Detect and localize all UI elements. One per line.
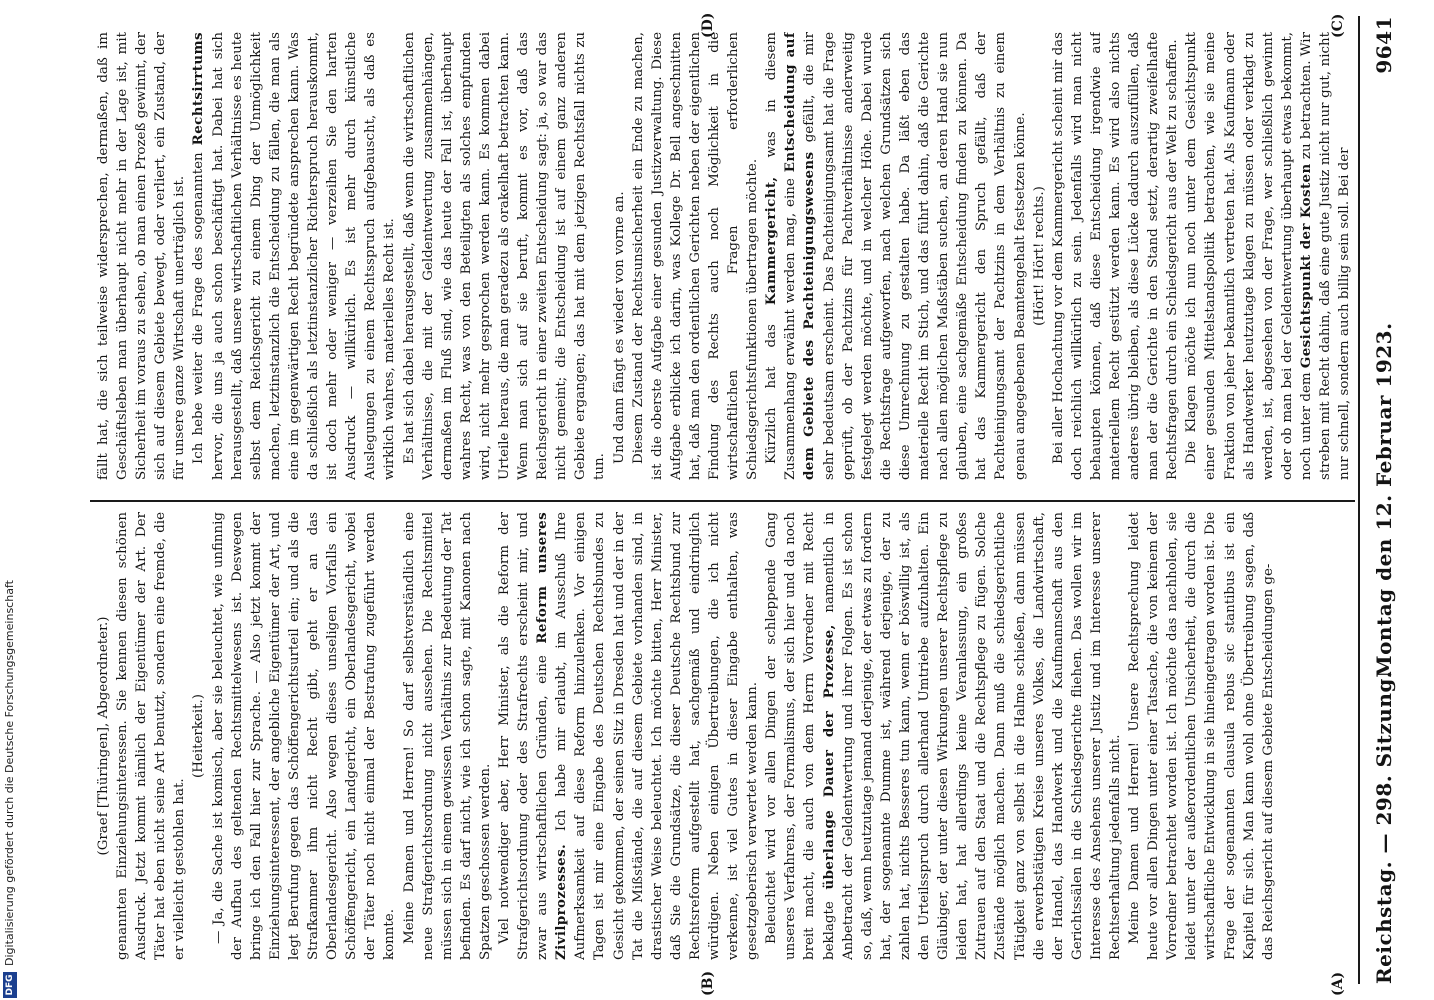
paragraph: Meine Damen und Herren! So darf selbstverständlich eine neue Strafgerichtsordnung nicht aussehen. Die Rechtsmittel müssen sich in einem gewissen Verhältnis zur Bedeutung der Tat befinden. Es darf nicht, wie ich schon sagte, mit Kanonen nach Spatzen geschossen werden. <box>401 512 493 960</box>
paragraph: Bei aller Hochachtung vor dem Kammergericht scheint mir das doch reichlich willkürlich zu sein. Jedenfalls wird man nicht behaupten können, daß diese Entscheidung irgendwie auf materiellem Recht gestützt werden kann. Es wird also nichts anderes übrig bleiben, als diese Lücke dadurch auszufüllen, daß man der die Gerichte in den Stand setzt, derartig zweifelhafte Rechtsfragen durch ein Schiedsgericht aus der Welt zu schaffen. <box>1050 32 1181 480</box>
emphasis: Kammergericht, <box>763 176 780 306</box>
right-column <box>94 32 1352 480</box>
paragraph: fällt hat, die sich teilweise widersprechen, dermaßen, daß im Geschäftsleben man überhaupt nicht mehr in der Lage ist, mit Sicherheit im voraus zu sehen, ob man einen Prozeß gewinnt, der sich auf diesem Gebiete bewegt, oder verliert, ein Zustand, der für unsere ganze Wirtschaft unerträglich ist. <box>96 32 188 480</box>
text-run: Viel notwendiger aber, Herr Minister, als die Reform der Strafgerichtsordnung oder des Strafrechts erscheint mir, und zwar aus wirtschaftlichen Gründen, eine <box>496 512 551 960</box>
interjection: (Hört! Hört! rechts.) <box>1031 186 1047 326</box>
header-rule <box>1358 16 1360 984</box>
margin-mark-a: (A) <box>1330 971 1346 996</box>
text-run: Beleuchtet wird vor allen Dingen der schleppende Gang unseres Verfahrens, der Formalismus, der sich hier und da noch breit macht, die auch von dem Herrn Vorredner mit Recht beklagte <box>764 512 837 960</box>
text-run: Kürzlich hat das <box>764 324 780 464</box>
margin-mark-b: (B) <box>700 970 716 996</box>
text-run: Ich hebe weiter die Frage des sogenannten <box>191 152 207 464</box>
header-date: Montag den 12. Februar 1923. <box>1372 322 1396 678</box>
emphasis: Entscheidung auf dem Gebiete des Pachteinigungswesens <box>782 32 818 480</box>
header-left: Reichstag. — 298. Sitzung. <box>1372 670 1396 984</box>
text-run: Ich habe mir erlaubt, im Ausschuß Ihre Aufmerksamkeit auf diese Reform hinzulenken. Vor einigen Tagen ist mir eine Eingabe des Deutschen Rechtsbundes zu Gesicht gekommen, der seinen Sitz in Dresden hat und der in der Tat die Mißstände, die auf diesem Gebiete vorhanden sind, in drastischer Weise beleuchtet. Ich möchte bitten, Herr Minister, daß Sie die Grundsätze, die dieser Deutsche Rechtsbund zur Rechtsreform aufgestellt hat, sachgemäß und eindringlich würdigen. Neben einigen Übertreibungen, die ich nicht verkenne, ist viel Gutes in dieser Eingabe enthalten, was gesetzgeberisch verwertet werden kann. <box>554 512 761 960</box>
credit-text: Digitalisierung gefördert durch die Deutsche Forschungsgemeinschaft <box>3 580 16 966</box>
text-run: Die Klagen möchte ich nun noch unter dem Gesichtspunkt einer gesunden Mittelstandspolitik betrachten, wie sie meine Fraktion von jeher bekanntlich vertreten hat. Als Kaufmann oder als Handwerker heutzutage klagen zu müssen oder verklagt zu werden, ist, abgesehen von der Frage, wer schließlich gewinnt oder ob man bei der Geldentwertung überhaupt etwas bekommt, noch unter dem <box>1184 32 1314 480</box>
paragraph <box>762 512 1125 960</box>
page-number: 9641 <box>1372 16 1396 74</box>
paragraph <box>762 32 1029 480</box>
digitization-credit <box>0 0 20 1000</box>
paragraph: Diesem Zustand der Rechtsunsicherheit ein Ende zu machen, ist die oberste Aufgabe einer gesunden Justizverwaltung. Diese Aufgabe erblicke ich darin, was Kollege Dr. Bell angeschnitten hat, daß man den ordentlichen Gerichten neben der eigentlichen Findung des Rechts auch noch Möglichkeit in die wirtschaftlichen Fragen erforderlichen Schiedsgerichtsfunktionen übertragen möchte. <box>630 32 761 480</box>
paragraph: Es hat sich dabei herausgestellt, daß wenn die wirtschaftlichen Verhältnisse, die mit der Geldentwertung zusammenhängen, dermaßen im Fluß sind, wie das heute der Fall ist, überhaupt wahres Recht, was von den Beteiligten als solches empfunden wird, nicht mehr gesprochen werden kann. Es kommen dabei Urteile heraus, die man geradezu als orakelhaft betrachten kann. Wenn man sich auf sie beruft, kommt es vor, daß das Reichsgericht in einer zweiten Entscheidung sagt: ja, so war das nicht gemeint; die Entscheidung ist auf einem ganz anderen Gebiete ergangen; das hat mit dem jetzigen Rechtsfall nichts zu tun. <box>401 32 608 480</box>
paragraph: Meine Damen und Herren! Unsere Rechtsprechung leidet heute vor allen Dingen unter einer Tatsache, die von keinem der Vorredner betrachtet worden ist. Ich möchte das nachholen, sie leidet unter der außerordentlichen Unsicherheit, die durch die wirtschaftliche Entwicklung in sie hineingetragen worden ist. Die Frage der sogenannten clausula rebus sic stantibus ist ein Kapitel für sich. Man kann wohl ohne Übertreibung sagen, daß das Reichsgericht auf diesem Gebiete Entscheidungen ge- <box>1127 512 1276 960</box>
emphasis: Rechtsirrtums <box>190 32 207 146</box>
margin-mark-d: (D) <box>700 12 716 38</box>
paragraph <box>1182 32 1352 480</box>
emphasis: Gesichtspunkt der Kosten <box>1297 163 1314 369</box>
paragraph <box>189 32 399 480</box>
text-run: hervor, die uns ja auch schon beschäftigt hat. Dabei hat sich herausgestellt, daß unsere wirtschaftlichen Verhältnisse es heute selbst dem Reichsgericht zu einem Ding der Unmöglichkeit machen, letztinstanzlich die Entscheidung zu fällen, die man als eine im gegenwärtigen Recht begründete ansprechen kann. Was da schließlich als letztinstanzlicher Richterspruch herauskommt, ist doch mehr oder weniger — verzeihen Sie den harten Ausdruck — willkürlich. Es ist mehr durch künstliche Auslegungen zu einem Rechtsspruch aufgebauscht, als daß es wirklich wahres, materielles Recht ist. <box>210 32 398 480</box>
emphasis: Reform unseres Zivilprozesses. <box>534 512 570 960</box>
page-header <box>1366 16 1406 984</box>
speaker-line: (Graef [Thüringen], Abgeordneter.) <box>96 616 111 856</box>
left-column <box>94 512 1352 960</box>
paragraph: — Ja, die Sache ist komisch, aber sie beleuchtet, wie unfinnig der Aufbau des geltenden Rechtsmittelwesens ist. Deswegen bringe ich den Fall hier zur Sprache. — Also jetzt kommt der Einziehungsinteressent, der angebliche Eigentümer der Art, und legt Berufung gegen das Schöffengerichtsurteil ein; und als die Strafkammer ihm nicht Recht gibt, geht er an das Oberlandesgericht. Also wegen dieses unseligen Vorfalls ein Schöffengericht, ein Landgericht, ein Oberlandesgericht, wobei der Täter noch nicht einmal der Bestrafung zugeführt werden konnte. <box>210 512 398 960</box>
text-run: was in diesem Zusammenhang erwähnt werden mag, eine <box>764 32 799 480</box>
paragraph: genannten Einziehungsinteressen. Sie kennen diesen schönen Ausdruck. Jetzt kommt nämlich der Eigentümer der Art. Der Täter hat eben nicht seine Art benutzt, sondern eine fremde, die er vielleicht gestohlen hat. <box>115 512 188 960</box>
interjection: (Heiterkeit.) <box>191 694 207 778</box>
text-run: namentlich in Anbetracht der Geldentwertung und ihrer Folgen. Es ist schon so, daß, wenn heutzutage jemand derjenige, der etwas zu fordern hat, der sogenannte Dumme ist, während derjenige, der zu zahlen hat, nichts Besseres tun kann, wenn er böswillig ist, als den Urteilsspruch durch allerhand Umtriebe aufzuhalten. Ein Gläubiger, der unter diesen Wirkungen unserer Rechtspflege zu leiden hat, hat allerdings keine Veranlassung, ein großes Zutrauen auf den Staat und die Rechtspflege zu fügen. Solche Zustände möglich machen. Dann muß die schiedsgerichtliche Tätigkeit ganz von selbst in die Halme schießen, dann müssen die erwerbstätigen Kreise unseres Volkes, die Landwirtschaft, der Handel, das Handwerk und die Kaufmannschaft aus den Gerichtssälen in die Schiedsgerichte fliehen. Das wollen wir im Interesse des Ansehens unserer Justiz und im Interesse unserer Rechtserhaltung jedenfalls nicht. <box>821 512 1123 960</box>
paragraph: Und dann fängt es wieder von vorne an. <box>611 191 627 464</box>
margin-mark-c: (C) <box>1330 13 1346 38</box>
text-run: zu betrachten. Wir streben mit Recht dahin, daß eine gute Justiz nicht nur gut, nicht nur schnell, sondern auch billig sein soll. Bei der <box>1298 32 1352 480</box>
emphasis: überlange Dauer der Prozesse, <box>820 624 837 890</box>
text-run: gefällt, die mir sehr bedeutsam erscheint. Das Pachteinigungsamt hat die Frage geprüft, ob der Pachtzins für Pachtverhältnisse anderweitig festgelegt werden möchte, und in welcher Höhe. Dabei wurde die Rechtsfrage aufgeworfen, nach welchen Grundsätzen sich diese Umrechnung zu gestalten habe. Da läßt eben das materielle Recht im Stich, und das führt dahin, daß die Gerichte nach allen möglichen Maßstäben suchen, an deren Hand sie nun glauben, eine sachgemäße Entscheidung finden zu können. Da hat das Kammergericht den Spruch gefällt, daß der Pachteinigungsamt der Pachtzins in dem Verhältnis zu einem genau angegebenen Beamtengehalt festsetzen könne. <box>802 32 1028 480</box>
column-divider <box>90 501 1355 503</box>
dfg-logo: DFG <box>3 972 17 998</box>
paragraph <box>495 512 762 960</box>
